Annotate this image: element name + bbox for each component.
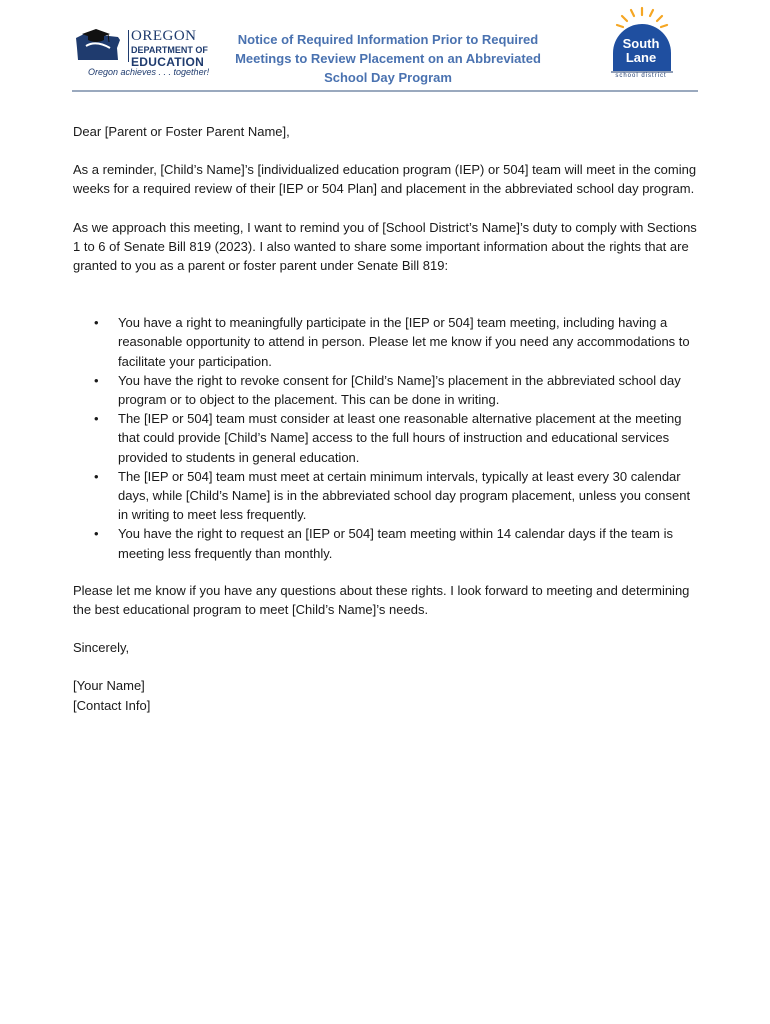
document-title: Notice of Required Information Prior to Required Meetings to Review Placement on an Abbreviated School Day Program [235, 32, 541, 85]
closing-paragraph: Please let me know if you have any questions about these rights. I look forward to meeting and determining the best educational program to meet [Child’s Name]’s needs. [73, 582, 690, 618]
paragraph-reminder: As a reminder, [Child’s Name]’s [individualized education program (IEP) or 504] team will meet in the coming weeks for a required review of their [IEP or 504 Plan] and placement in the abbreviated school day program. [73, 162, 697, 197]
district-name-line1: South [622, 36, 660, 51]
ode-tagline: Oregon achieves . . . together! [88, 67, 210, 77]
district-name [613, 37, 669, 65]
signature-contact: [Contact Info] [73, 697, 151, 713]
list-item-text: The [IEP or 504] team must meet at certain minimum intervals, typically at least every 30 calendar days, while [Child’s Name] is in the abbreviated school day program placement, unless you consent in writing to meet less frequently. [118, 468, 691, 523]
bullet-icon: • [94, 526, 99, 542]
ode-line2: DEPARTMENT OF [131, 45, 208, 55]
list-item [73, 524, 703, 562]
list-item-text: The [IEP or 504] team must consider at least one reasonable alternative placement at the meeting that could provide [Child’s Name] access to the full hours of instruction and educational services provided to students in general education. [118, 411, 682, 465]
bullet-icon: • [94, 411, 99, 427]
district-subtitle: school district [615, 73, 667, 79]
list-item-text: You have the right to revoke consent for [Child’s Name]’s placement in the abbreviated school day program or to object to the placement. This can be done in writing. [118, 372, 681, 408]
list-item [73, 467, 703, 525]
signoff: Sincerely, [73, 640, 130, 656]
list-item [73, 313, 703, 371]
letterhead [72, 0, 698, 92]
list-item [73, 371, 703, 409]
rights-list [73, 313, 703, 563]
list-item-text: You have a right to meaningfully participate in the [IEP or 504] team meeting, including having a reasonable opportunity to attend in person. Please let me know if you need any accommodations to facilitate your participation. [118, 315, 690, 369]
bullet-icon: • [94, 468, 99, 484]
logo-divider [128, 30, 129, 62]
greeting: Dear [Parent or Foster Parent Name], [73, 124, 290, 139]
list-item-text: You have the right to request an [IEP or 504] team meeting within 14 calendar days if the team is meeting less frequently than monthly. [118, 526, 674, 561]
ode-wordmark [131, 29, 208, 68]
letter-body [73, 122, 703, 715]
ode-line1: OREGON [131, 28, 197, 44]
bullet-icon: • [94, 315, 99, 331]
district-name-line2: Lane [625, 50, 657, 65]
signature-name: [Your Name] [73, 678, 145, 694]
bullet-icon: • [94, 372, 99, 388]
ode-line3: EDUCATION [131, 55, 205, 69]
paragraph-sb819: As we approach this meeting, I want to remind you of [School District’s Name]’s duty to comply with Sections 1 to 6 of Senate Bill 819 (2023). I also wanted to share some important information about the rights that are granted to you as a parent or foster parent under Senate Bill 819: [73, 219, 697, 274]
list-item [73, 409, 703, 467]
